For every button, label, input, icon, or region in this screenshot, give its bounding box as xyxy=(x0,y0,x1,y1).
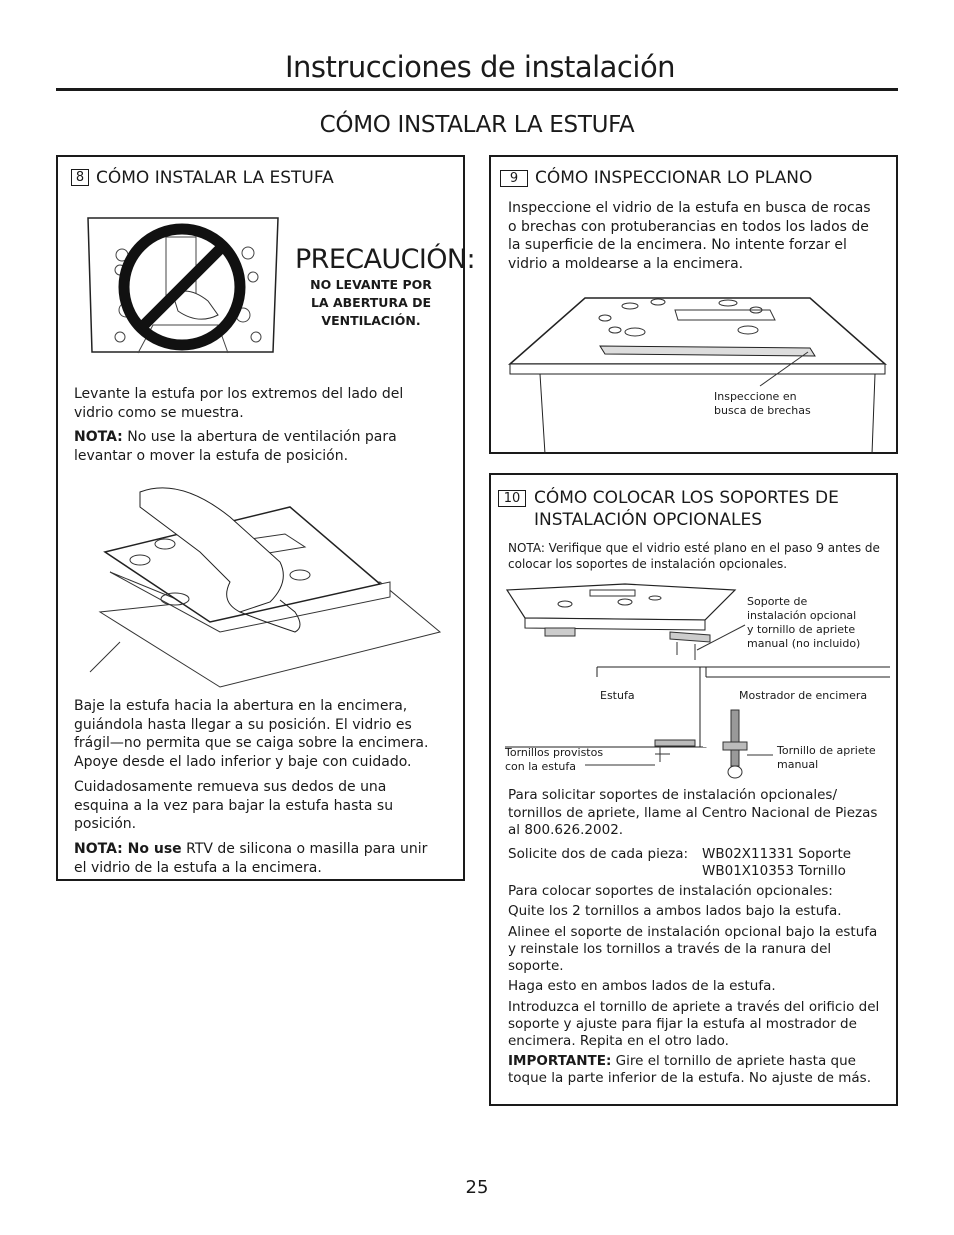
thumbscrew-label-line-1: Tornillo de apriete xyxy=(777,744,876,757)
note2-label: NOTA: No use xyxy=(74,841,182,857)
caution-text xyxy=(298,276,444,330)
page-number: 25 xyxy=(465,1177,489,1198)
step8-para2: Baje la estufa hacia la abertura en la encimera, guiándola hasta llegar a su posición. El vidrio es frágil—no permita que se caiga sobre la encimera. Apoye desde el lado inferior y baje con cuidado. xyxy=(74,698,429,770)
inspect-callout-line-1: Inspeccione en xyxy=(714,390,797,403)
instr-4: Introduzca el tornillo de apriete a través del orificio del soporte y ajuste para fijar la estufa al mostrador de encimera. Repita en el otro lado. xyxy=(508,999,880,1049)
step10-heading-line-1: CÓMO COLOCAR LOS SOPORTES DE xyxy=(534,488,839,508)
step10-heading xyxy=(534,487,839,531)
step9-para: Inspeccione el vidrio de la estufa en busca de rocas o brechas con protuberancias en todos los lados de la superficie de la encimera. No intente forzar el vidrio a moldearse a la encimera. xyxy=(508,200,871,272)
instr-3: Haga esto en ambos lados de la estufa. xyxy=(508,978,776,994)
bracket-label-line-1: Soporte de xyxy=(747,595,808,608)
caution-title: PRECAUCIÓN: xyxy=(295,244,475,275)
step8-note2 xyxy=(74,840,444,877)
bracket-label-line-3: y tornillo de apriete xyxy=(747,623,856,636)
screws-label-line-2: con la estufa xyxy=(505,760,576,773)
parts-label: Solicite dos de cada pieza: xyxy=(508,846,689,862)
instr-2: Alinee el soporte de instalación opcional bajo la estufa y reinstale los tornillos a través de la ranura del soporte. xyxy=(508,924,878,974)
bracket-label-line-4: manual (no incluido) xyxy=(747,637,861,650)
thumbscrew-label-line-2: manual xyxy=(777,758,819,771)
caution-line-1: NO LEVANTE POR xyxy=(310,277,432,292)
stove-label: Estufa xyxy=(600,689,635,702)
step8-heading: CÓMO INSTALAR LA ESTUFA xyxy=(96,168,334,188)
step10-note: NOTA: Verifique que el vidrio esté plano en el paso 9 antes de colocar los soportes de instalación opcionales. xyxy=(508,541,880,571)
note1-text: No use la abertura de ventilación para levantar o mover la estufa de posición. xyxy=(74,429,397,464)
caution-line-3: VENTILACIÓN. xyxy=(321,313,421,328)
section-title: CÓMO INSTALAR LA ESTUFA xyxy=(319,112,635,138)
step9-heading: CÓMO INSPECCIONAR LO PLANO xyxy=(535,168,813,188)
note2-text: RTV de silicona o masilla para unir el vidrio de la estufa a la encimera. xyxy=(74,841,428,876)
part-1: WB02X11331 Soporte xyxy=(702,846,852,862)
screws-label-line-1: Tornillos provistos xyxy=(505,746,604,759)
page-title: Instrucciones de instalación xyxy=(285,50,676,84)
inspect-callout-line-2: busca de brechas xyxy=(714,404,811,417)
screws-label xyxy=(505,746,603,774)
step8-para1: Levante la estufa por los extremos del lado del vidrio como se muestra. xyxy=(74,386,404,421)
caution-line-2: LA ABERTURA DE xyxy=(310,295,432,310)
part-2: WB01X10353 Tornillo xyxy=(702,863,846,879)
bracket-label-line-2: instalación opcional xyxy=(747,609,857,622)
parts-list xyxy=(702,846,851,880)
instr-1: Quite los 2 tornillos a ambos lados bajo la estufa. xyxy=(508,903,842,919)
lowering-stove-illustration xyxy=(80,472,450,697)
step10-number: 10 xyxy=(498,490,526,507)
instr-title: Para colocar soportes de instalación opcionales: xyxy=(508,883,833,899)
step9-number: 9 xyxy=(500,170,528,187)
bracket-label xyxy=(747,595,860,651)
step8-para3: Cuidadosamente remueva sus dedos de una esquina a la vez para bajar la estufa hasta su posición. xyxy=(74,779,394,832)
important-text: Gire el tornillo de apriete hasta que toque la parte inferior de la estufa. No ajuste de más. xyxy=(508,1053,871,1086)
important-label: IMPORTANTE: xyxy=(508,1053,612,1069)
important-note xyxy=(508,1053,888,1087)
step10-heading-line-2: INSTALACIÓN OPCIONALES xyxy=(534,510,763,530)
note1-label: NOTA: xyxy=(74,429,123,445)
inspect-callout xyxy=(714,390,811,418)
inspect-flatness-illustration xyxy=(510,296,885,454)
no-lift-vent-illustration xyxy=(78,215,283,355)
step8-note1 xyxy=(74,428,444,465)
step10-order: Para solicitar soportes de instalación opcionales/ tornillos de apriete, llame al Centro Nacional de Piezas al 800.626.2002. xyxy=(508,787,878,838)
step8-number: 8 xyxy=(71,169,89,186)
counter-label: Mostrador de encimera xyxy=(739,689,868,702)
thumbscrew-label xyxy=(777,744,876,772)
title-rule xyxy=(56,88,898,91)
